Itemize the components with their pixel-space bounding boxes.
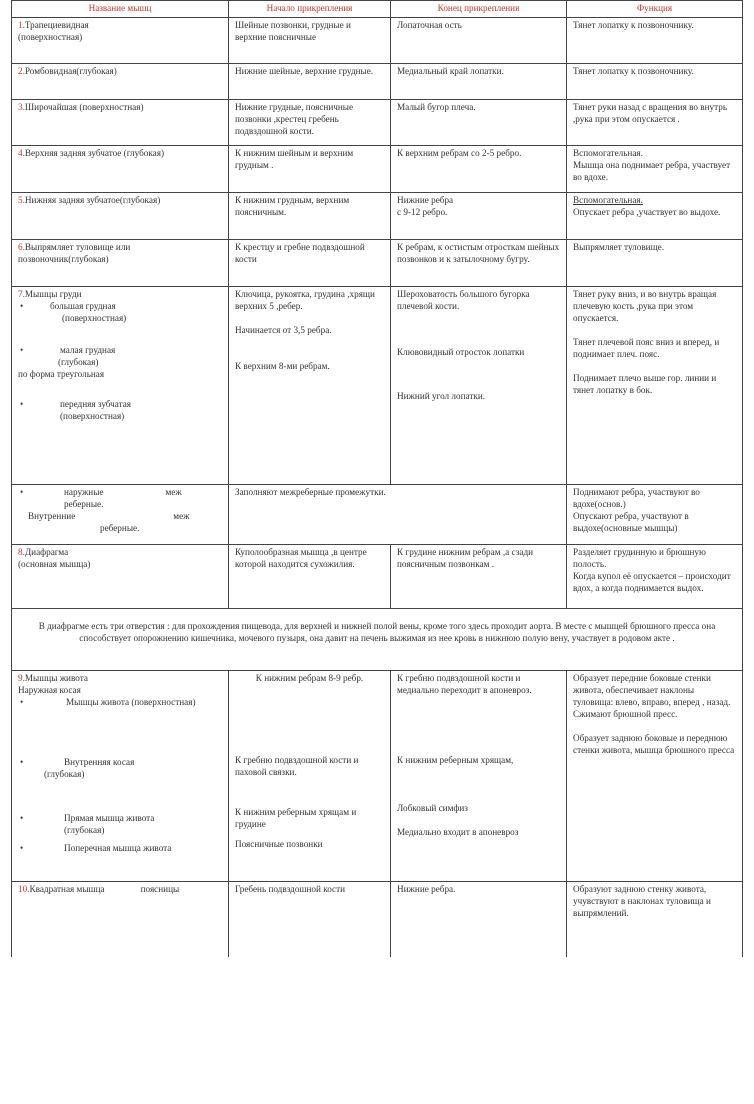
header-start: Начало прикрепления [229,1,391,18]
list-item: • Мышцы живота (поверхностная) [18,696,222,708]
cell-function: Вспомогательная. Мышца она поднимает ребра, участвует во вдохе. [567,146,743,193]
cell-start: Нижние шейные, верхние грудные. [229,64,391,100]
cell-end: К гребню подвздошной кости и медиально переходит в апоневроз. К нижним реберным хрящам, Лобковый симфиз Медиально входит в апоневроз [391,671,567,882]
cell-start: Шейные позвонки, грудные и верхние поясничные [229,18,391,64]
cell-end: К грудине нижним ребрам ,а сзади поясничным позвонкам . [391,545,567,609]
cell-end: Нижние ребра с 9-12 ребро. [391,193,567,240]
table-row [12,64,743,100]
cell-name: 1.Трапециевидная (поверхностная) [12,18,229,64]
cell-function: Тянет руки назад с вращения во внутрь ,рука при этом опускается . [567,100,743,146]
cell-end: Шероховатость большого бугорка плечевой кости. Клювовидный отросток лопатки Нижний угол лопатки. [391,287,567,485]
cell-start: Куполообразная мышца ,в центре которой находится сухожилия. [229,545,391,609]
muscle-table [11,0,743,957]
list-item: • Прямая мышца живота [18,812,222,824]
table-row [12,671,743,882]
cell-end: К ребрам, к остистым отросткам шейных позвонков и к затылочному бугру. [391,240,567,287]
document-page [11,0,742,957]
cell-start: К нижним грудным, верхним поясничным. [229,193,391,240]
list-item: • передняя зубчатая [18,398,222,410]
table-header-row [12,1,743,18]
cell-start: К нижним ребрам 8-9 ребр. К гребню подвздошной кости и паховой связки. К нижним реберным хрящам и грудине Поясничные позвонки [229,671,391,882]
header-end: Конец прикрепления [391,1,567,18]
cell-function: Образует передние боковые стенки живота, обеспечивает наклоны туловища: влево, вправо, вперед , назад. Сжимают брюшной пресс. Образует заднюю боковые и переднюю стенки живота, мышца брюшного пресса [567,671,743,882]
list-item: • наружные меж реберные. [18,486,222,510]
cell-function: Выпрямляет туловище. [567,240,743,287]
cell-name: • наружные меж реберные. Внутренние меж реберные. [12,485,229,545]
cell-end: К верхним ребрам со 2-5 ребро. [391,146,567,193]
cell-end: Медиальный край лопатки. [391,64,567,100]
cell-name: 7.Мышцы груди • большая грудная (поверхностная) • малая грудная (глубокая) по форма треугольная • передняя зубчатая (поверхностная) [12,287,229,485]
table-row [12,193,743,240]
cell-function: Образуют заднюю стенку живота, учувствуют в наклонах туловища и выпрямлений. [567,882,743,957]
cell-function: Тянет руку вниз, и во внутрь вращая плечевую кость ,рука при этом опускается. Тянет плечевой пояс вниз и вперед, и поднимает плеч. пояс. Поднимает плечо выше гор. линии и тянет лопатку в бок. [567,287,743,485]
cell-function: Вспомогательная. Опускает ребра ,участвует во выдохе. [567,193,743,240]
cell-start: Гребень подвздошной кости [229,882,391,957]
cell-name: 3.Широчайшая (поверхностная) [12,100,229,146]
cell-start: К крестцу и гребне подвздошной кости [229,240,391,287]
cell-function: Тянет лопатку к позвоночнику. [567,64,743,100]
table-row [12,146,743,193]
table-row-note [12,609,743,671]
list-item: • большая грудная [18,300,222,312]
diaphragm-note: В диафрагме есть три отверстия : для прохождения пищевода, для верхней и нижней полой вены, кроме того здесь проходит аорта. В месте с мышцей брюшного пресса она способствует опорожнению кишечника, мочевого пузыря, она давит на печень выжимая из нее кровь в нижнюю полую вену, участвует в родовом акте . [12,609,743,671]
cell-name: 6.Выпрямляет туловище или позвоночник(глубокая) [12,240,229,287]
list-item: • малая грудная [18,344,222,356]
cell-name: 8.Диафрагма (основная мышца) [12,545,229,609]
cell-name: 5.Нижняя задняя зубчатое(глубокая) [12,193,229,240]
header-muscle-name: Название мышц [12,1,229,18]
table-row [12,545,743,609]
cell-start: К нижним шейным и верхним грудным . [229,146,391,193]
table-row [12,100,743,146]
table-row [12,287,743,485]
table-row [12,240,743,287]
header-function: Функция [567,1,743,18]
table-row [12,18,743,64]
cell-start: Нижние грудные, поясничные позвонки ,крестец гребень подвздошной кости. [229,100,391,146]
cell-end: Лопаточная ость [391,18,567,64]
cell-function: Тянет лопатку к позвоночнику. [567,18,743,64]
list-item: • Поперечная мышца живота [18,842,222,854]
cell-name: 2.Ромбовидная(глубокая) [12,64,229,100]
cell-start: Заполняют межреберные промежутки. [229,485,567,545]
table-row [12,485,743,545]
cell-end: Нижние ребра. [391,882,567,957]
cell-function: Разделяет грудинную и брюшную полость. Когда купол её опускается – происходит вдох, а когда поднимается выдох. [567,545,743,609]
cell-name: 4.Верхняя задняя зубчатое (глубокая) [12,146,229,193]
cell-start: Ключица, рукоятка, грудина ,хрящи верхних 5 ,ребер. Начинается от 3,5 ребра. К верхним 8-ми ребрам. [229,287,391,485]
cell-end: Малый бугор плеча. [391,100,567,146]
list-item: • Внутренняя косая [18,756,222,768]
cell-name: 10.Квадратная мышца поясницы [12,882,229,957]
cell-name: 9.Мышцы живота Наружная косая • Мышцы живота (поверхностная) • Внутренняя косая (глубокая) • Прямая мышца живота (глубокая) • Поперечная мышца живота [12,671,229,882]
table-row [12,882,743,957]
cell-function: Поднимают ребра, участвуют во вдохе(основ.) Опускают ребра, участвуют в выдохе(основные мышцы) [567,485,743,545]
